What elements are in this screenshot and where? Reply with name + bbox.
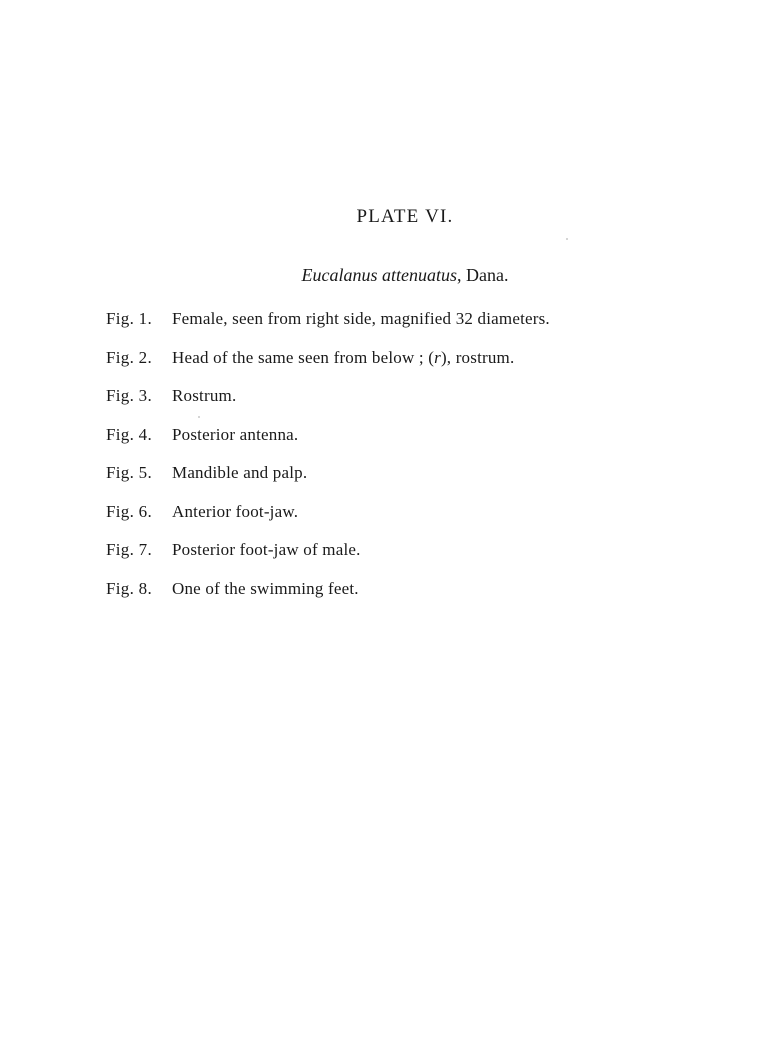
figure-description: Mandible and palp.: [172, 463, 308, 482]
figure-label: Fig. 3.: [106, 386, 153, 405]
figure-label: Fig. 4.: [106, 424, 153, 444]
species-separator: ,: [457, 265, 462, 285]
figure-description-part: Head of the same seen from below ; (: [172, 347, 435, 367]
figure-description: Rostrum.: [172, 386, 237, 405]
figure-list: [106, 300, 550, 608]
figure-description: One of the swimming feet.: [172, 578, 359, 598]
figure-label: Fig. 8.: [106, 578, 153, 598]
figure-item-1: [106, 300, 550, 339]
figure-description: Female, seen from right side, magnified 32 diameters.: [172, 309, 550, 328]
figure-item-2: [106, 339, 550, 378]
figure-description: Anterior foot-jaw.: [172, 501, 299, 521]
figure-description: [172, 339, 514, 378]
species-name: Eucalanus attenuatus: [301, 265, 457, 285]
figure-description-italic: r: [434, 347, 441, 367]
figure-label: Fig. 7.: [106, 540, 153, 559]
species-authority: Dana.: [466, 265, 509, 285]
figure-description: Posterior foot-jaw of male.: [172, 540, 361, 559]
figure-label: Fig. 1.: [106, 309, 153, 328]
paper-speck: [566, 238, 568, 240]
figure-description: Posterior antenna.: [172, 424, 299, 444]
figure-item-6: [106, 493, 550, 532]
figure-description-part: ), rostrum.: [440, 347, 515, 367]
figure-label: Fig. 5.: [106, 463, 153, 482]
paper-speck: [198, 416, 200, 418]
species-heading: [0, 265, 776, 286]
plate-title: PLATE VI.: [356, 206, 454, 227]
figure-item-7: [106, 531, 550, 570]
figure-label: Fig. 2.: [106, 347, 153, 367]
figure-item-3: [106, 377, 550, 416]
figure-item-8: [106, 570, 550, 609]
figure-item-5: [106, 454, 550, 493]
figure-item-4: [106, 416, 550, 455]
figure-label: Fig. 6.: [106, 501, 153, 521]
